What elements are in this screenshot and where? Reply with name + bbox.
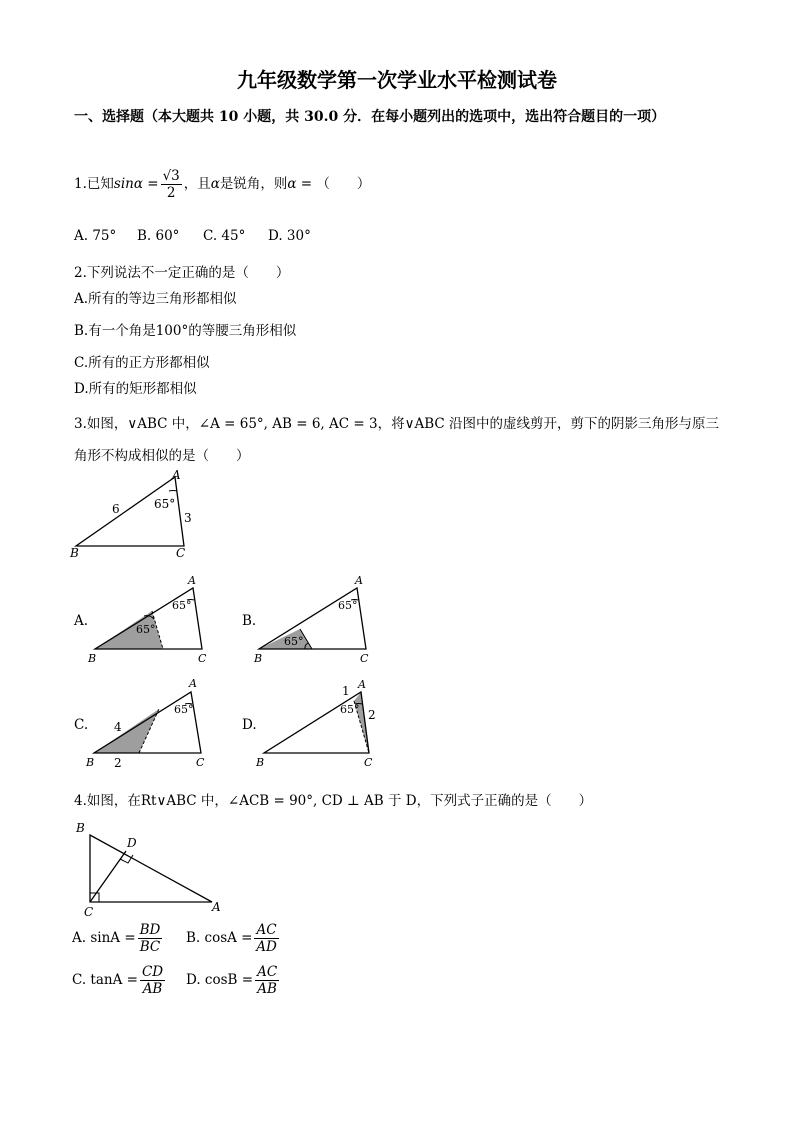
- q1-suffix3: = （ ）: [296, 176, 371, 192]
- q2-option-c[interactable]: C.所有的正方形都相似: [74, 355, 210, 371]
- q1-option-b[interactable]: B. 60°: [137, 228, 180, 244]
- q1-expr: sinα =: [113, 176, 159, 192]
- q4-option-d-label: D. cosB =: [186, 972, 254, 988]
- q4-option-b-label: B. cosA =: [186, 930, 253, 946]
- q1-fraction-num: √3: [162, 168, 180, 184]
- q3-label-c: C: [176, 546, 186, 560]
- q3d-label-a: A: [358, 678, 366, 691]
- q3a-angle-top: 65°: [172, 599, 192, 612]
- q3-label-a: A: [172, 468, 181, 482]
- q3d-seg-2: 2: [368, 708, 376, 722]
- q4-option-a[interactable]: [72, 922, 164, 955]
- q3-option-a-label[interactable]: A.: [74, 613, 89, 629]
- q3c-seg-2: 2: [114, 756, 122, 770]
- q3b-label-b: B: [254, 652, 263, 665]
- q1-prefix: 1.已知: [74, 176, 114, 192]
- q2-option-b[interactable]: B.有一个角是100°的等腰三角形相似: [74, 323, 297, 339]
- q3d-label-b: B: [256, 756, 265, 769]
- question-2-stem: 2.下列说法不一定正确的是（ ）: [74, 265, 290, 281]
- q4-option-d-fraction: [255, 964, 279, 997]
- q1-suffix1: ，且: [183, 176, 211, 192]
- q3-option-b-label[interactable]: B.: [242, 613, 257, 629]
- q4b-den: AD: [256, 939, 277, 955]
- q1-alpha2: α: [287, 176, 297, 192]
- q1-alpha: α: [210, 176, 220, 192]
- q3-option-d-label[interactable]: D.: [242, 717, 257, 733]
- section-heading: 一、选择题（本大题共 10 小题，共 30.0 分．在每小题列出的选项中，选出符合题目的一项）: [74, 109, 666, 125]
- page-title: 九年级数学第一次学业水平检测试卷: [237, 68, 557, 92]
- q3c-label-b: B: [86, 756, 95, 769]
- q3-label-b: B: [70, 546, 79, 560]
- q3b-angle-cut: 65°: [284, 635, 304, 648]
- q4d-den: AB: [257, 981, 277, 997]
- q4-label-d: D: [127, 836, 137, 850]
- q4c-den: AB: [142, 981, 163, 997]
- q3-option-c-label[interactable]: C.: [74, 717, 89, 733]
- q3-option-b-figure[interactable]: [252, 575, 377, 665]
- q4-figure: [72, 818, 232, 923]
- q3b-label-a: A: [355, 574, 363, 587]
- q3-option-c-figure[interactable]: [84, 678, 214, 773]
- q1-option-c[interactable]: C. 45°: [203, 228, 246, 244]
- q4-option-a-fraction: [138, 922, 163, 955]
- q3c-label-a: A: [189, 677, 197, 690]
- q4-option-c-fraction: [140, 964, 165, 997]
- q3b-angle-top: 65°: [338, 599, 358, 612]
- q4-option-b[interactable]: [186, 922, 281, 955]
- q3c-seg-4: 4: [114, 720, 122, 734]
- q2-option-a[interactable]: A.所有的等边三角形都相似: [74, 291, 237, 307]
- q1-option-d[interactable]: D. 30°: [268, 228, 311, 244]
- q3-main-figure: [70, 465, 200, 560]
- q3a-label-c: C: [198, 652, 207, 665]
- question-3-stem-line1: 3.如图，∨ABC 中，∠A = 65°, AB = 6, AC = 3，将∨ABC 沿图中的虚线剪开，剪下的阴影三角形与原三: [74, 416, 719, 432]
- q3a-angle-cut: 65°: [136, 623, 156, 636]
- q3c-label-c: C: [196, 756, 205, 769]
- q4a-den: BC: [139, 939, 161, 955]
- q3-option-a-figure[interactable]: [88, 575, 213, 665]
- q3-side-ab: 6: [112, 502, 120, 516]
- q3a-label-b: B: [88, 652, 97, 665]
- q1-fraction: [161, 168, 182, 201]
- q1-suffix2: 是锐角，则: [219, 176, 288, 192]
- q4c-num: CD: [141, 964, 164, 980]
- q1-option-a[interactable]: A. 75°: [74, 228, 117, 244]
- question-1-stem: [74, 166, 370, 202]
- q3c-angle: 65°: [174, 703, 194, 716]
- q3b-label-c: C: [360, 652, 369, 665]
- q3-option-d-figure[interactable]: [254, 678, 379, 773]
- q3a-label-a: A: [188, 574, 196, 587]
- q4-option-c-label: C. tanA =: [72, 972, 138, 988]
- q4b-num: AC: [256, 922, 277, 938]
- q4d-num: AC: [257, 964, 278, 980]
- q1-fraction-den: 2: [166, 185, 176, 201]
- question-4-stem: 4.如图，在Rt∨ABC 中，∠ACB = 90°, CD ⊥ AB 于 D，下列式子正确的是（ ）: [74, 793, 593, 809]
- q3d-label-c: C: [364, 756, 373, 769]
- q3d-angle: 65°: [340, 703, 360, 716]
- q2-option-d[interactable]: D.所有的矩形都相似: [74, 381, 197, 397]
- q3-side-ac: 3: [184, 511, 192, 525]
- q4-option-a-label: A. sinA =: [72, 930, 136, 946]
- q4-option-c[interactable]: [72, 964, 167, 997]
- q4a-num: BD: [139, 922, 161, 938]
- q4-option-d[interactable]: [186, 964, 281, 997]
- q4-label-a: A: [212, 900, 221, 914]
- question-3-stem-line2: 角形不构成相似的是（ ）: [74, 448, 250, 464]
- q3-angle-label: 65°: [154, 497, 176, 511]
- q4-label-b: B: [76, 821, 85, 835]
- q4-label-c: C: [84, 905, 94, 919]
- q3d-seg-1: 1: [342, 684, 350, 698]
- q4-option-b-fraction: [254, 922, 278, 955]
